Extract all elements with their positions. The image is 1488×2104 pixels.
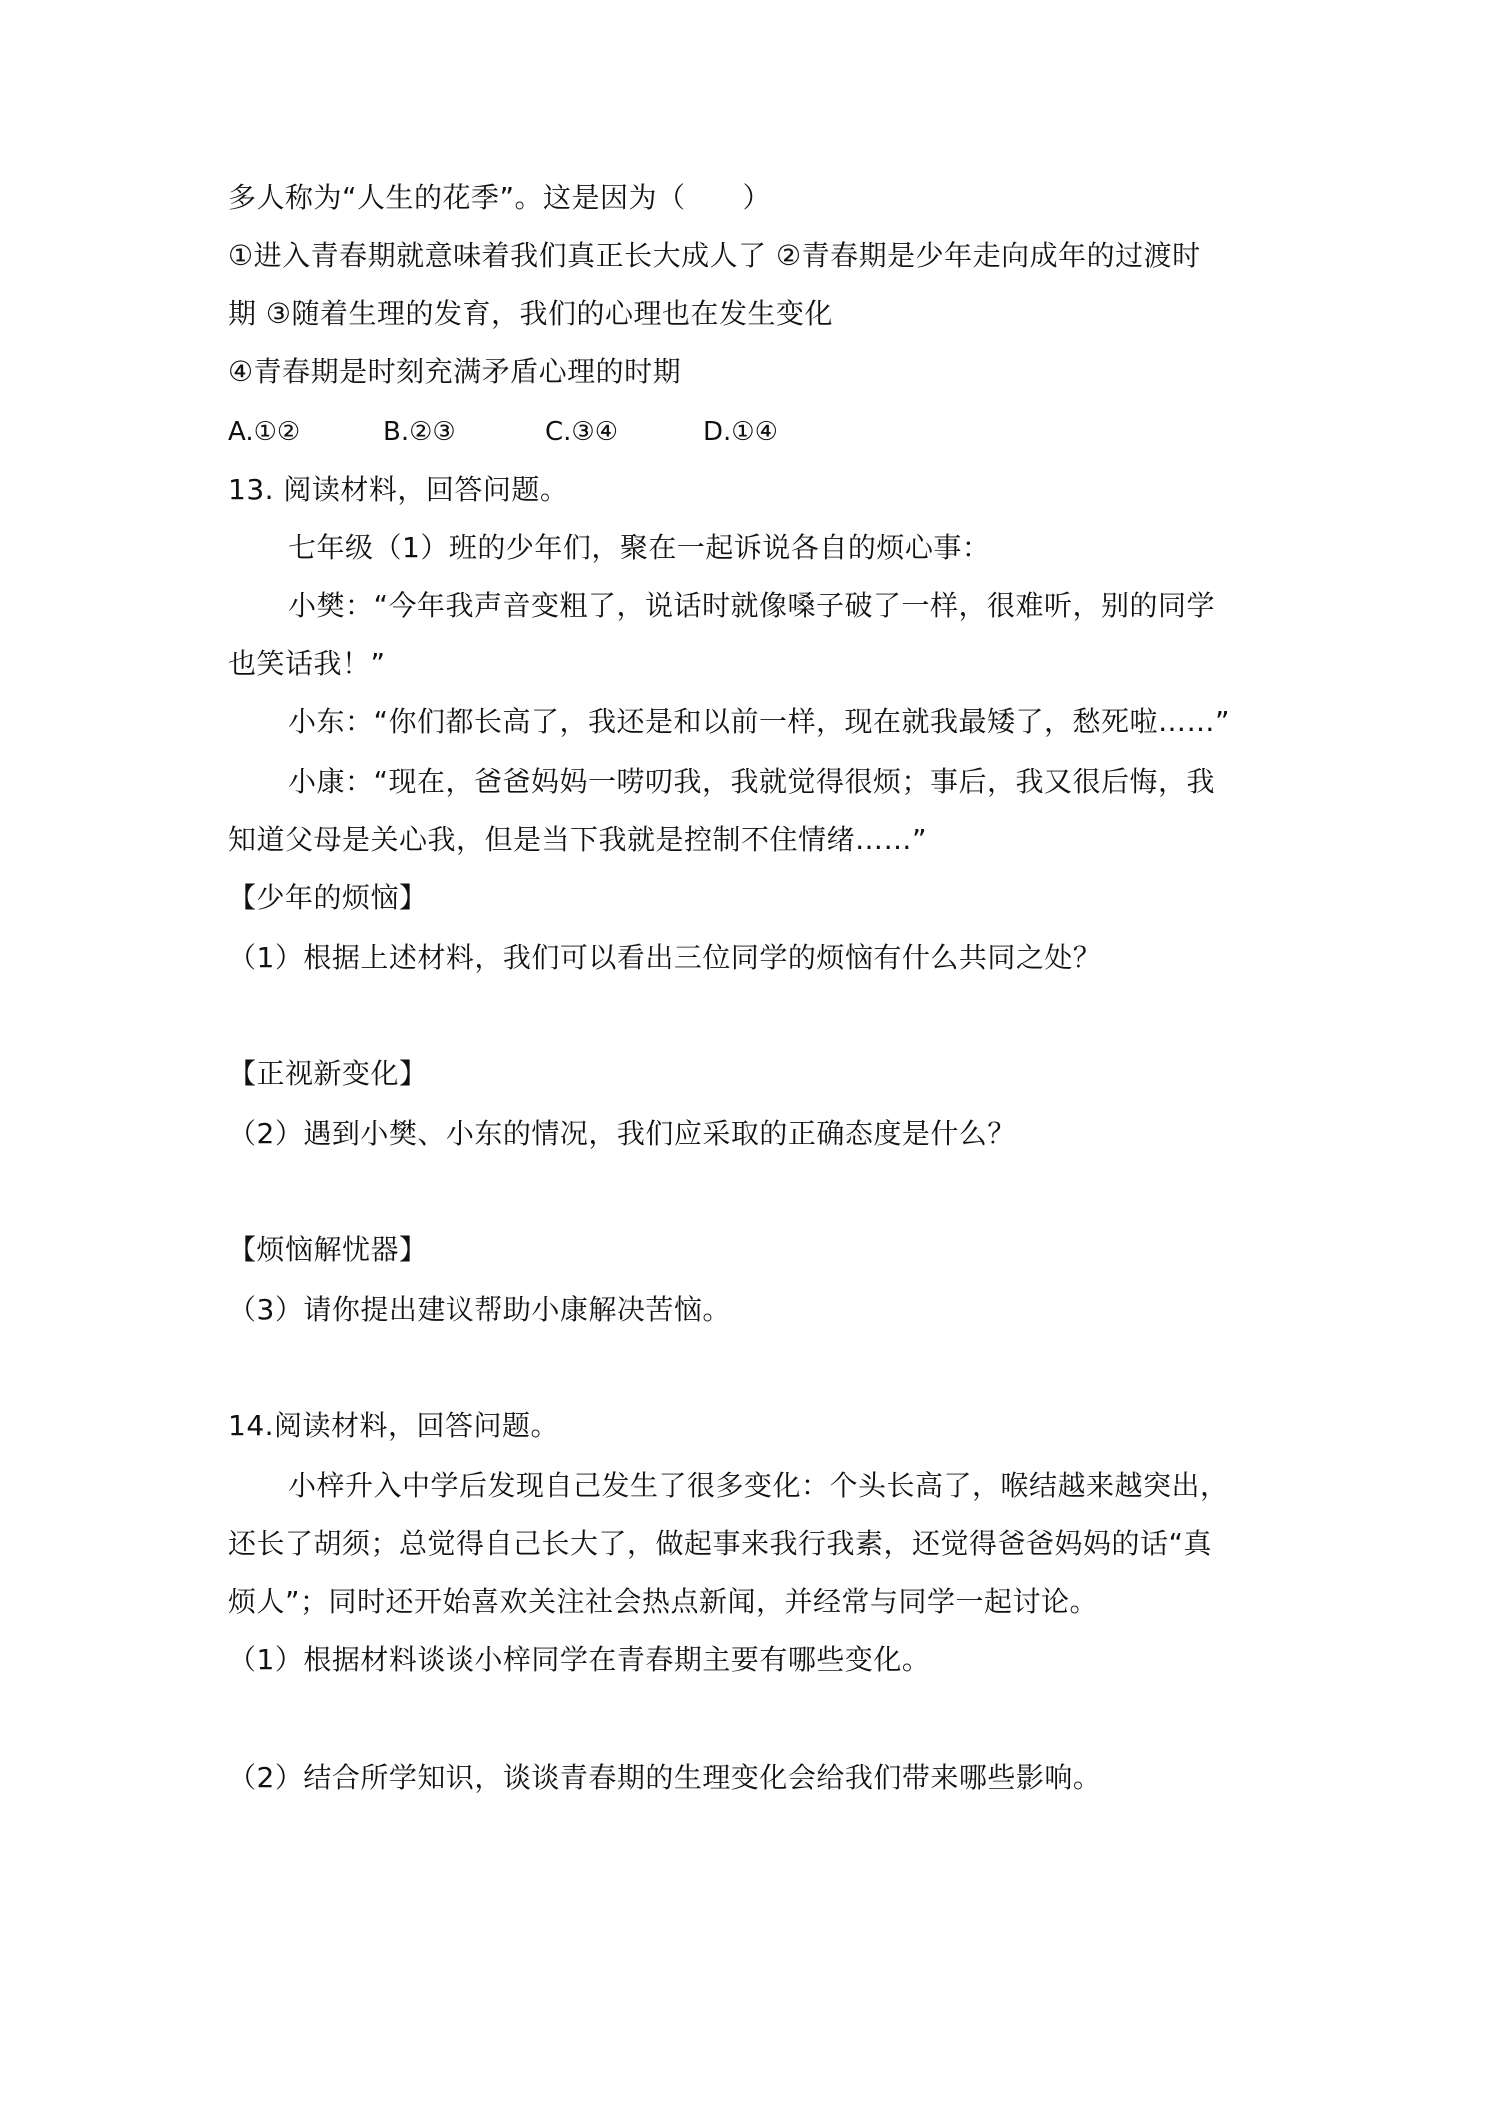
q14-paragraph: 还长了胡须；总觉得自己长大了，做起事来我行我素，还觉得爸爸妈妈的话“真	[228, 1527, 1213, 1560]
q12-statement-line: ④青春期是时刻充满矛盾心理的时期	[228, 355, 682, 388]
q12-statement-line: 期 ③随着生理的发育，我们的心理也在发生变化	[228, 297, 834, 330]
section-title: 【烦恼解忧器】	[228, 1233, 428, 1266]
q13-heading: 13. 阅读材料，回答问题。	[228, 473, 569, 506]
q13-paragraph: 小东：“你们都长高了，我还是和以前一样，现在就我最矮了，愁死啦……”	[288, 705, 1231, 738]
sub-question: （1）根据上述材料，我们可以看出三位同学的烦恼有什么共同之处？	[228, 941, 1102, 974]
option-b: B.②③	[383, 417, 456, 447]
q13-paragraph: 小樊：“今年我声音变粗了，说话时就像嗓子破了一样，很难听，别的同学	[288, 589, 1216, 622]
option-d: D.①④	[703, 417, 778, 447]
option-c: C.③④	[545, 417, 619, 447]
q12-statement-line: ①进入青春期就意味着我们真正长大成人了 ②青春期是少年走向成年的过渡时	[228, 239, 1201, 272]
sub-question: （1）根据材料谈谈小梓同学在青春期主要有哪些变化。	[228, 1643, 931, 1676]
section-title: 【少年的烦恼】	[228, 881, 428, 914]
q14-paragraph: 小梓升入中学后发现自己发生了很多变化：个头长高了，喉结越来越突出，	[288, 1469, 1229, 1502]
q13-paragraph: 也笑话我！”	[228, 647, 386, 680]
sub-question: （2）结合所学知识，谈谈青春期的生理变化会给我们带来哪些影响。	[228, 1761, 1102, 1794]
option-a: A.①②	[228, 417, 301, 447]
q13-paragraph: 小康：“现在，爸爸妈妈一唠叨我，我就觉得很烦；事后，我又很后悔，我	[288, 765, 1216, 798]
sub-question: （3）请你提出建议帮助小康解决苦恼。	[228, 1293, 731, 1326]
q12-stem-line: 多人称为“人生的花季”。这是因为（ ）	[228, 181, 772, 214]
q14-paragraph: 烦人”；同时还开始喜欢关注社会热点新闻，并经常与同学一起讨论。	[228, 1585, 1099, 1618]
sub-question: （2）遇到小樊、小东的情况，我们应采取的正确态度是什么？	[228, 1117, 1016, 1150]
q13-paragraph: 知道父母是关心我，但是当下我就是控制不住情绪……”	[228, 823, 928, 856]
q13-paragraph: 七年级（1）班的少年们，聚在一起诉说各自的烦心事：	[288, 531, 991, 564]
q14-heading: 14.阅读材料，回答问题。	[228, 1409, 560, 1442]
section-title: 【正视新变化】	[228, 1057, 428, 1090]
